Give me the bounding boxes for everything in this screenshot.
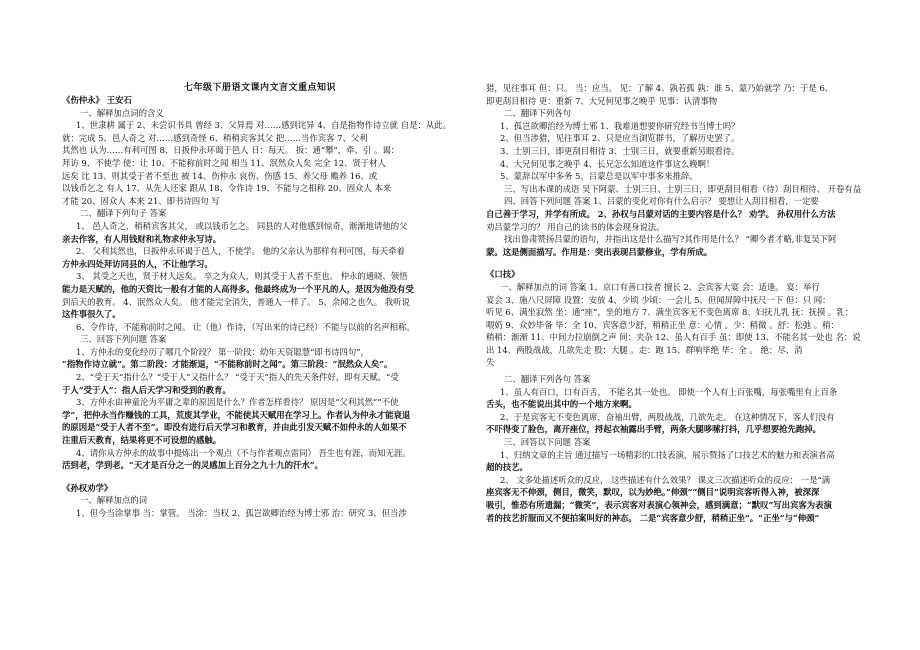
section-heading: 二、翻译下列各句 答案 — [504, 374, 591, 385]
answer-line: 学”，把仲永当作赚钱的工具，荒废其学业，不能使其天赋用在学习上。作者认为仲永才能衰退 — [62, 409, 411, 420]
text-line: 以钱币乞之 有人 17、从先人还家 跟从 18、令作诗 19、不能与之相称 20、固众人 本来 — [62, 183, 392, 194]
text-line: 稍稍：渐渐 11、中间力拉崩倒之声 间：夹杂 12、虽人有百手 虽：即使 13、不能名其一处也 名：说 — [486, 332, 861, 343]
text-line: 宴会 3、施八尺屏障 设置：安放 4、少顷 少顷：一会儿 5、但闻屏障中抚尺一下 但：只 闻： — [486, 294, 831, 305]
answer-line: 自己善于学习，并学有所成。 2、孙权与吕蒙对话的主要内容是什么？ 劝学。 孙权用什么方法 — [486, 208, 836, 219]
text-line: 2、 文多处描述听众的反应， 这些描述有什么效果？ 课文三次描述听众的反应： 一是“满 — [500, 474, 831, 485]
text-line: 找出鲁肃赞扬吕蒙的语句，并指出这是什么描写?其作用是什么？ “卿今者才略,非复吴下阿 — [504, 234, 837, 245]
answer-line: 不吓得变了脸色，离开座位，捋起衣袖露出手臂，两条大腿哆嗦打抖，几乎想要抢先跑掉。 — [486, 424, 821, 435]
text-line: 1、但今当涂掌事 当：掌管。 当涂：当权 2、孤岂欲卿治经为博士邪 治：研究 3、但当涉 — [76, 508, 407, 518]
answer-line: 舌头，也不能说出其中的一个地方来啊。 — [486, 399, 637, 410]
section-heading: 三、回答以下问题 答案 — [504, 437, 591, 448]
text-line: 远矣 比 13、则其受于者不至也 被 14、伤仲永 哀伤、伤感 15、养父母 赡养 16、或 — [62, 170, 378, 181]
text-line: 2、但当涉猎，见往事耳 2、只是应当浏览群书，了解历史罢了。 — [500, 133, 740, 144]
text-line: 猎，见往事耳 但：只。 当：应当。 见：了解 4、孰若孤 孰：谁 5、蒙乃始就学 乃：于是 6、 — [486, 83, 834, 93]
text-line: 1、 邑人奇之，稍稍宾客其父， 或以钱币乞之。 同县的人对他感到惊奇，渐渐地请他的父 — [76, 220, 408, 231]
answer-line: “指物作诗立就”。第二阶段：才能渐退，“不能称前时之闻”。第三阶段：“泯然众人矣”。 — [62, 359, 393, 370]
section-heading: 二、翻译下列各句 — [504, 108, 571, 119]
lesson-title-kouji: 《口技》 — [486, 269, 520, 280]
text-line: 2、 父利其然也，日扳仲永环谒于邑人，不使学。 他的父亲认为那样有利可图，每天牵着 — [76, 246, 405, 257]
answer-line: 的原因是“受于人者不至”。即没有进行后天学习和教育，并由此引发天赋不如仲永的人如果不 — [62, 422, 407, 433]
answer-line: 注重后天教育，结果将更不可设想的感触。 — [62, 435, 222, 446]
answer-line: 活到老，学到老。“天才是百分之一的灵感加上百分之九十九的汗水”。 — [62, 460, 323, 471]
section-heading: 三、写出本课的成语 吴下阿蒙、士别三日、士别三日，即更刮目相看（待）刮目相待、 开卷有益 — [504, 183, 862, 194]
text-line: 出 14、两股战战，几欲先走 股：大腿 。走：跑 15、群响毕绝 毕：全 。 绝：尽、消 — [486, 344, 803, 355]
text-line: 听见 6、满坐寂然 坐：通“座”，坐的地方 7、满坐宾客无不变色离席 8、妇抚儿乳 抚：抚摸 。乳： — [486, 307, 854, 318]
lesson-title-shangzhongyong: 《伤仲永》 王安石 — [62, 95, 132, 105]
answer-line: 座宾客无不伸颈，侧目，微笑，默叹，以为妙绝。”伸颈”“侧目”说明宾客听得入神，被深深 — [486, 487, 820, 498]
answer-line: 者的技艺折服而又不便拍案叫好的神态。 二是“宾客意少舒，稍稍正坐”。“正坐”与“伸颈” — [486, 512, 820, 523]
answer-line: 这件事很久了。 — [62, 309, 121, 320]
text-line: 3、 其受之天也，贤于材人远矣。 卒之为众人，则其受于人者不至也。 仲永的通晓、领悟 — [76, 271, 408, 282]
text-line: 2、“受于天”指什么？“受于人”又指什么？ “受于天”指人的先天条件好，即有天赋。“受 — [76, 372, 399, 383]
section-heading: 一、解释加点词的含义 — [80, 107, 164, 118]
text-line: 1、归纳文章的主旨 通过描写一场精彩的口技表演，展示赞扬了口技艺术的魅力和表演者高 — [500, 449, 835, 460]
text-line: 1、世隶耕 属于 2、未尝识书具 曾经 3、父异焉 对……感到诧异 4、自是指物作诗立就 自是：从此。 — [76, 120, 451, 131]
answer-line: 蒙。这是侧面描写。作用是：突出表现吕蒙修业，学有所成。 — [486, 246, 713, 257]
text-line: 4、大兄何见事之晚乎 4、长兄怎么知道这件事这么晚啊！ — [500, 158, 715, 169]
text-line: 就：完成 5、邑人奇之 对……感到奇怪 6、稍稍宾客其父 把……当作宾客 7、父利 — [62, 132, 368, 143]
text-line: 4、请你从方仲永的故事中提炼出一个观点（不与作者观点雷同） 吾生也有涯，而知无涯。 — [76, 447, 411, 458]
right-column — [486, 82, 874, 524]
section-heading: 二、翻译下列句子 答案 — [80, 208, 167, 219]
text-line: 劝吕蒙学习的？ 用自己的读书的体会现身说法。 — [486, 221, 665, 232]
answer-line: 于人”受于人”：指人后天学习和受到的教育。 — [62, 384, 231, 395]
text-line: 一、解释加点的词 答案 1、京口有善口技者 擅长 2、会宾客大宴 会：适逢。 宴：举行 — [500, 281, 820, 292]
text-line: 3、士别三日，即更刮目相待 3、士别三日，就要重新另眼看待。 — [500, 145, 740, 156]
text-line: 喂奶 9、众妙毕备 毕：全 10、宾客意少舒，稍稍正坐 意：心情 。少：稍微 。舒：松弛 。稍： — [486, 319, 839, 330]
text-line: 失 — [486, 357, 495, 368]
text-line: 到后天的教育。 4、泯然众人矣。 他才能完全消失，普通人一样了。 5、余闻之也久。 我听说 — [62, 296, 410, 307]
section-heading: 一、解释加点的词 — [80, 495, 147, 506]
text-line: 其然也 认为……有利可图 8、日扳仲永环谒于邑人 日：每天。 扳：通“攀”，牵、引 。谒： — [62, 145, 400, 156]
answer-line: 吸引，惟恐有所遗漏；“微笑”，表示宾客对表演心领神会，感到满意；“默叹”写出宾客为表演 — [486, 500, 832, 510]
text-line: 2、于是宾客无不变色离席，奋袖出臂，两股战战，几欲先走。 在这种情况下，客人们没有 — [500, 411, 835, 422]
text-line: 6、令作诗，不能称前时之闻。 让（他）作诗，（写出来的诗已经）不能与以前的名声相称。 — [76, 321, 415, 332]
text-line: 拜访 9、不使学 使：让 10、不能称前时之闻 相当 11、泯然众人矣 完全 12、贤于材人 — [62, 157, 386, 168]
text-line: 才能 20、固众人 本来 21、即书诗四句 写 — [62, 195, 220, 206]
answer-line: 方仲永四处拜访同县的人，不让他学习。 — [62, 258, 213, 269]
text-line: 3、方仲永由神童沦为平庸之辈的原因是什么？作者怎样看待？ 原因是“父利其然”“不使 — [76, 397, 399, 408]
text-line: 四、回答下列问题 答案 1、吕蒙的变化对你有什么启示？ 要想让人刮目相看，一定要 — [504, 196, 819, 207]
text-line: 5、蒙辞以军中多务 5、吕蒙总是以军中事多来推辞。 — [500, 171, 698, 182]
lesson-title-sunquanquanxue: 《孙权劝学》 — [62, 482, 113, 493]
left-column — [62, 84, 458, 520]
section-heading: 三、回答下列问题 答案 — [80, 334, 167, 345]
text-line: 1、虽人有百口，口有百舌， 不能名其一处也。 即使一个人有上百张嘴，每张嘴里有上百条 — [500, 386, 838, 397]
text-line: 1、方仲永的变化经历了哪几个阶段？ 第一阶段：幼年天资聪慧“即书诗四句”， — [76, 346, 369, 357]
document-title: 七年级下册语文课内文言文重点知识 — [183, 83, 336, 93]
answer-line: 超的技艺。 — [486, 462, 528, 473]
answer-line: 能力是天赋的，他的天资比一般有才能的人高得多。他最终成为一个平凡的人，是因为他没有受 — [62, 283, 414, 294]
answer-line: 亲去作客，有人用钱财和礼物求仲永写诗。 — [62, 233, 222, 244]
text-line: 1、孤岂欲卿治经为博士邪 1、我难道想要你研究经书当博士吗？ — [500, 120, 740, 131]
text-line: 即更刮目相待 更：重新 7、大兄何见事之晚乎 见事：认清事物 — [486, 95, 718, 106]
